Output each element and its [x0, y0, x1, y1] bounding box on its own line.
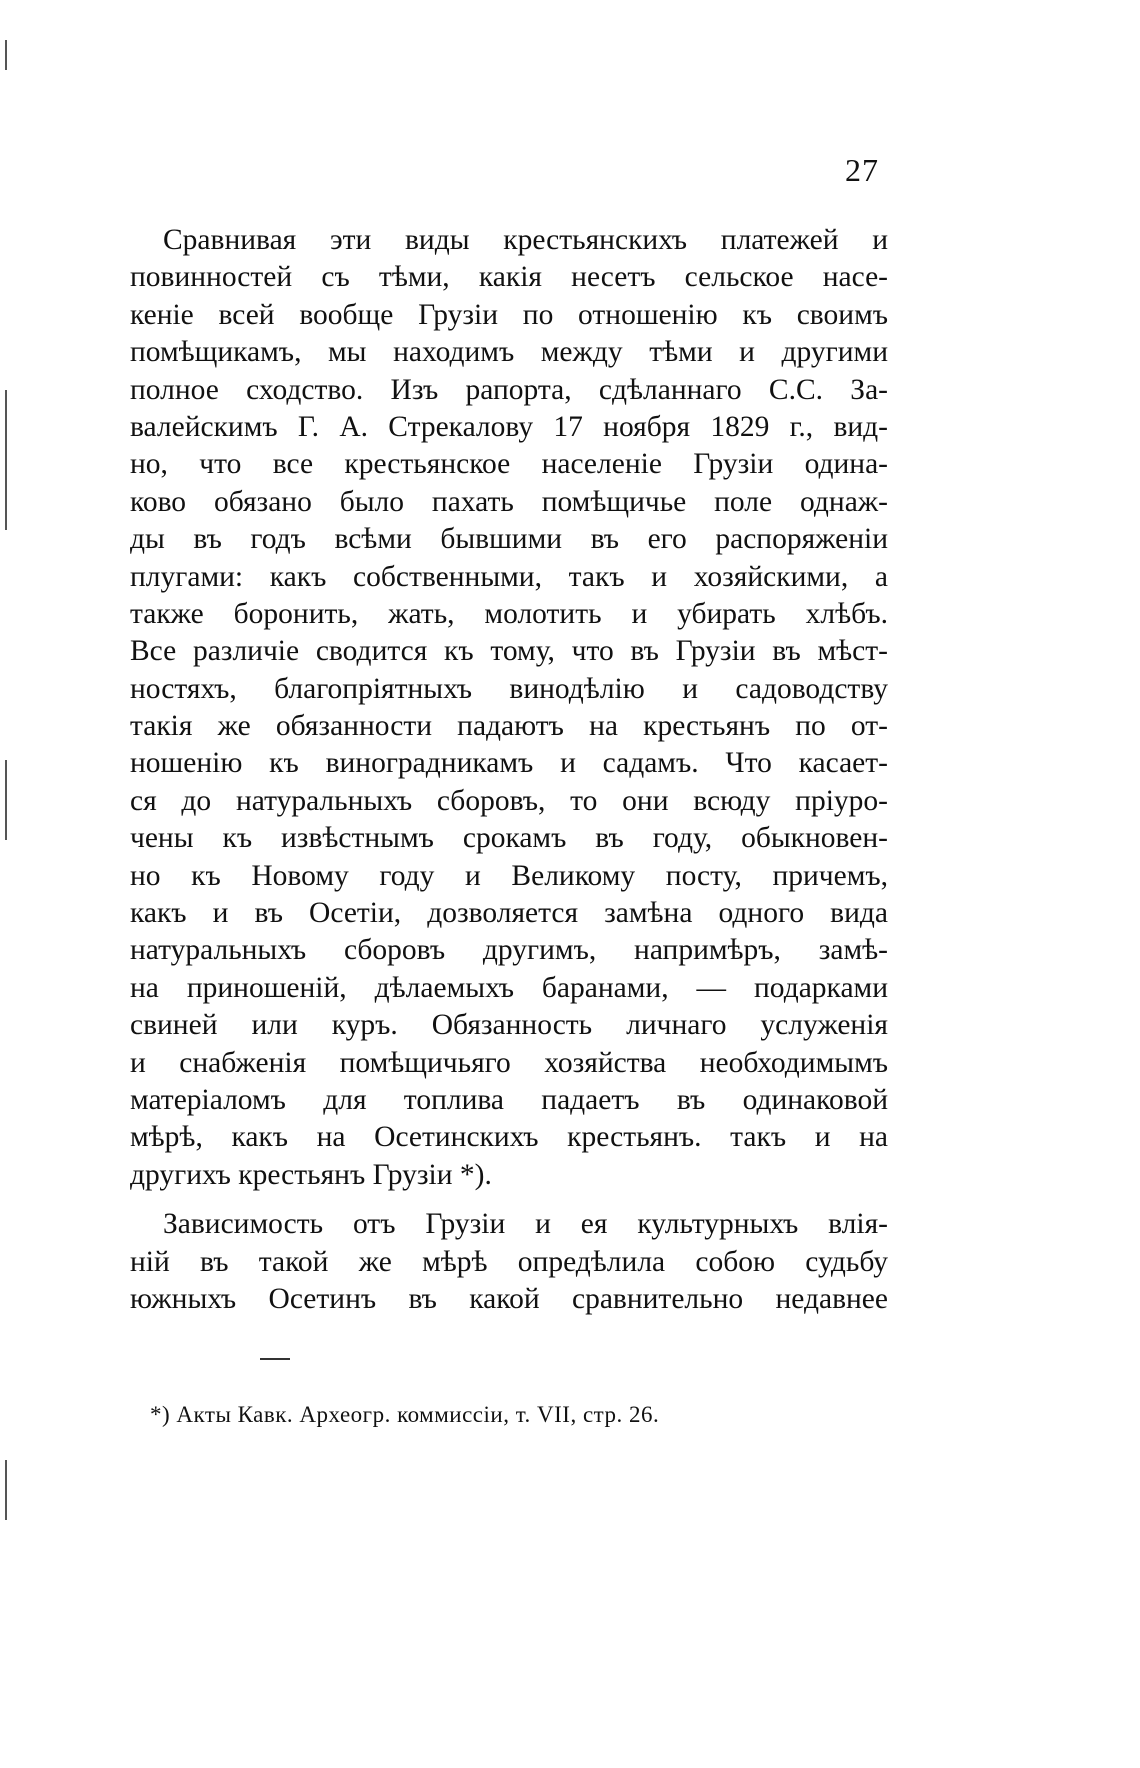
scan-edge-mark	[5, 760, 7, 840]
text-line: полное сходство. Изъ рапорта, сдѣланнаго С.С. За-	[130, 373, 888, 406]
text-line: на приношеній, дѣлаемыхъ баранами, — подарками	[130, 971, 888, 1004]
text-line: такія же обязанности падаютъ на крестьянъ по от-	[130, 710, 888, 743]
paragraph	[130, 222, 888, 1194]
text-line: ково обязано было пахать помѣщичье поле однаж-	[130, 485, 888, 518]
scan-edge-mark	[5, 1460, 7, 1520]
text-line: кеніе всей вообще Грузіи по отношенію къ своимъ	[130, 298, 888, 331]
text-line: но къ Новому году и Великому посту, причемъ,	[130, 859, 888, 892]
text-line: ды въ годъ всѣми бывшими въ его распоряженіи	[130, 523, 888, 556]
body-text	[130, 222, 888, 1318]
scan-edge-mark	[5, 40, 7, 70]
text-line: плугами: какъ собственными, такъ и хозяйскими, а	[130, 560, 888, 593]
text-line: натуральныхъ сборовъ другимъ, напримѣръ, замѣ-	[130, 934, 888, 967]
text-line: другихъ крестьянъ Грузіи *).	[130, 1158, 492, 1191]
text-line: но, что все крестьянское населеніе Грузіи одина-	[130, 448, 888, 481]
scan-edge-mark	[5, 390, 7, 530]
text-line: Зависимость отъ Грузіи и ея культурныхъ влія-	[163, 1208, 888, 1241]
text-line: ся до натуральныхъ сборовъ, то они всюду пріуро-	[130, 784, 888, 817]
text-line: также боронить, жать, молотить и убирать хлѣбъ.	[130, 597, 888, 630]
text-line: свиней или куръ. Обязанность личнаго услуженія	[130, 1009, 888, 1042]
footnote: *) Акты Кавк. Археогр. коммиссіи, т. VII, стр. 26.	[150, 1402, 660, 1427]
text-line: Сравнивая эти виды крестьянскихъ платежей и	[163, 224, 888, 256]
text-line: матеріаломъ для топлива падаетъ въ одинаковой	[130, 1083, 888, 1116]
paragraph	[130, 1206, 888, 1318]
text-line: и снабженія помѣщичьяго хозяйства необходимымъ	[130, 1046, 888, 1079]
text-line: ностяхъ, благопріятныхъ винодѣлію и садоводству	[130, 672, 888, 705]
text-line: ношенію къ виноградникамъ и садамъ. Что касает-	[130, 747, 888, 780]
text-line: повинностей съ тѣми, какія несетъ сельское насе-	[130, 261, 888, 294]
footnote-separator	[260, 1358, 290, 1360]
text-line: мѣрѣ, какъ на Осетинскихъ крестьянъ. такъ и на	[130, 1121, 888, 1154]
text-line: южныхъ Осетинъ въ какой сравнительно недавнее	[130, 1282, 888, 1315]
text-line: Все различіе сводится къ тому, что въ Грузіи въ мѣст-	[130, 635, 888, 668]
text-line: помѣщикамъ, мы находимъ между тѣми и другими	[130, 336, 888, 369]
text-line: ній въ такой же мѣрѣ опредѣлила собою судьбу	[130, 1245, 888, 1278]
text-line: какъ и въ Осетіи, дозволяется замѣна одного вида	[130, 897, 888, 930]
text-line: валейскимъ Г. А. Стрекалову 17 ноября 1829 г., вид-	[130, 410, 888, 443]
text-line: чены къ извѣстнымъ срокамъ въ году, обыкновен-	[130, 822, 888, 855]
page-number: 27	[845, 152, 879, 188]
